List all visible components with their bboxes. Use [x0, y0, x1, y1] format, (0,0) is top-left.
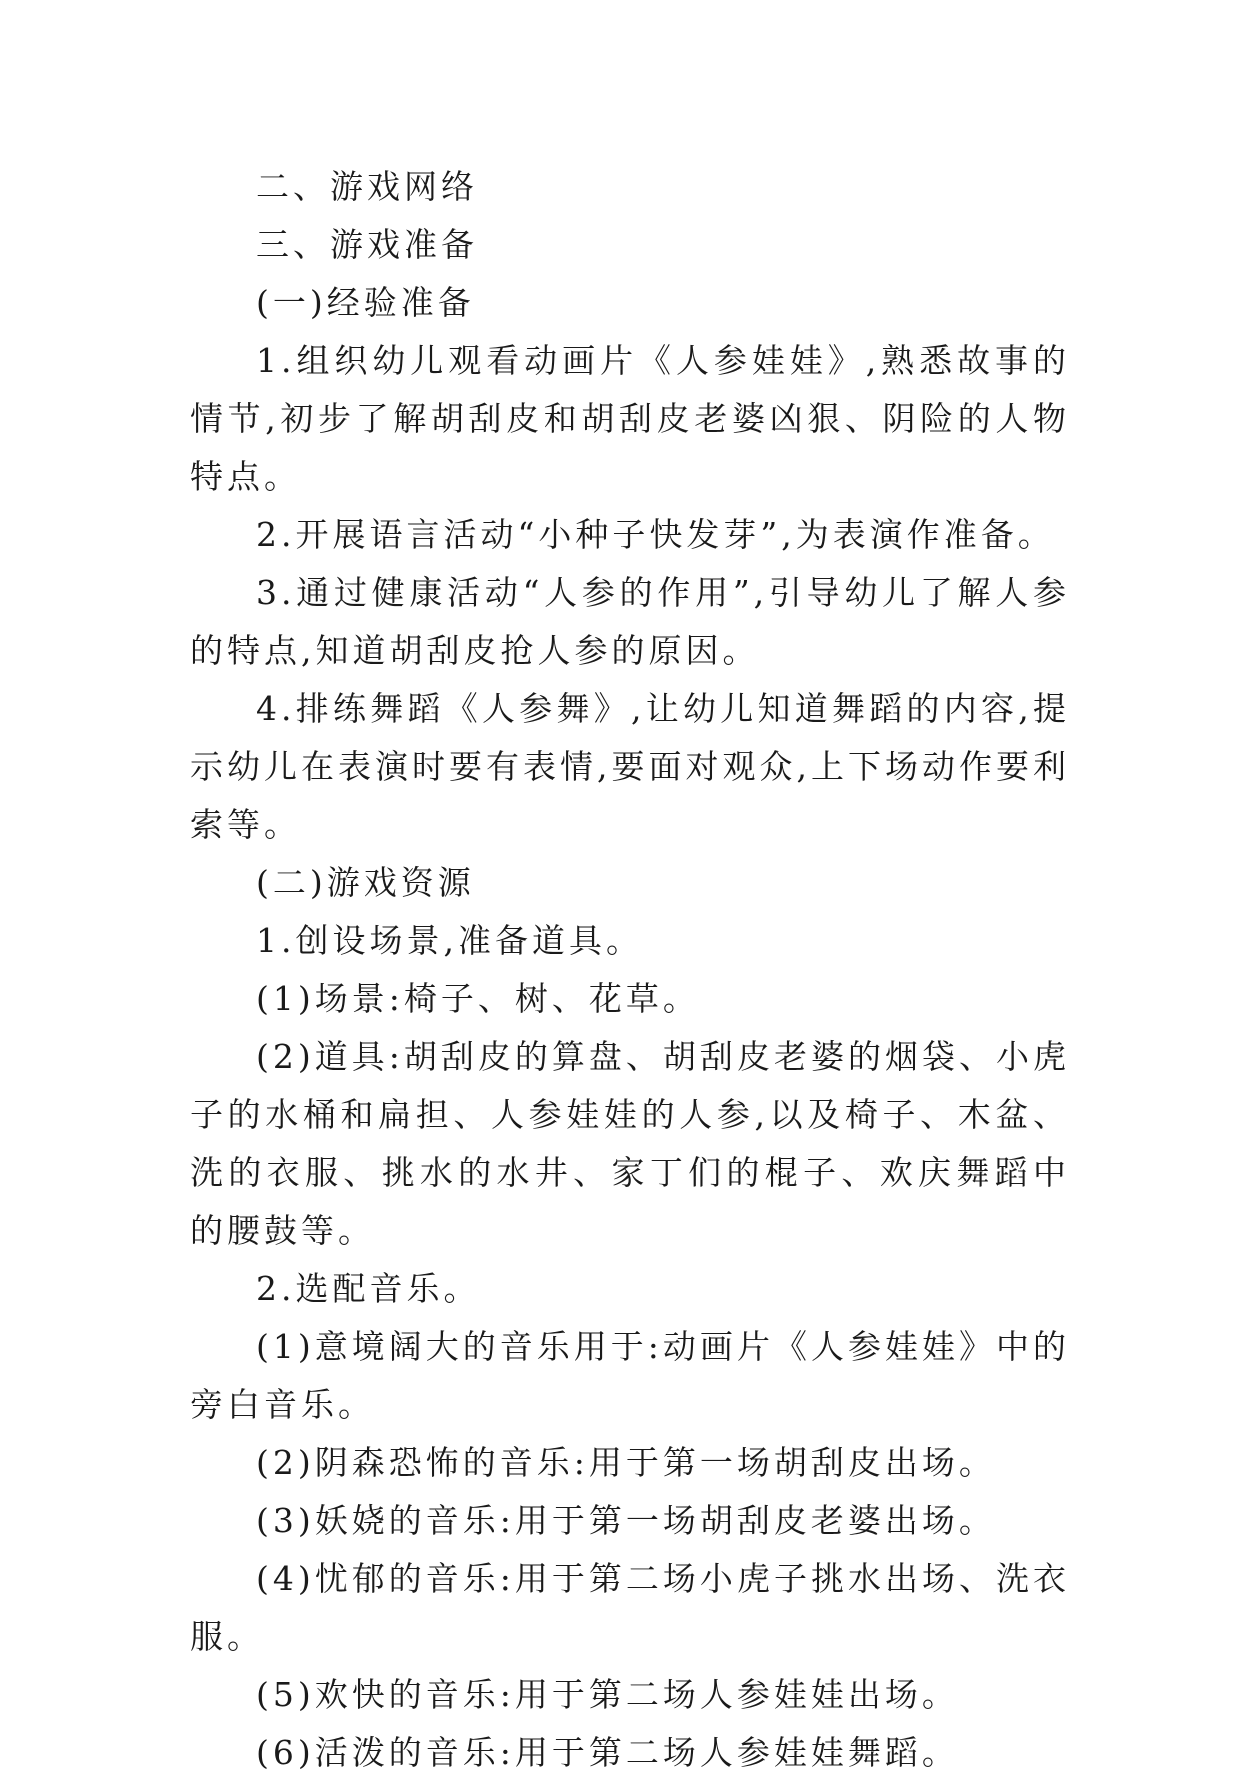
paragraph-item-1: 1.组织幼儿观看动画片《人参娃娃》,熟悉故事的情节,初步了解胡刮皮和胡刮皮老婆凶狠、阴险的人物特点。	[190, 341, 1070, 496]
paragraph-item-3: 3.通过健康活动“人参的作用”,引导幼儿了解人参的特点,知道胡刮皮抢人参的原因。	[190, 573, 1070, 670]
paragraph-resource-2: 2.选配音乐。	[256, 1269, 481, 1308]
paragraph-music-3: (3)妖娆的音乐:用于第一场胡刮皮老婆出场。	[256, 1501, 996, 1540]
paragraph-music-2: (2)阴森恐怖的音乐:用于第一场胡刮皮出场。	[256, 1443, 996, 1482]
paragraph-item-2: 2.开展语言活动“小种子快发芽”,为表演作准备。	[256, 515, 1055, 554]
paragraph-music-1: (1)意境阔大的音乐用于:动画片《人参娃娃》中的旁白音乐。	[190, 1327, 1070, 1424]
paragraph-music-6: (6)活泼的音乐:用于第二场人参娃娃舞蹈。	[256, 1733, 959, 1772]
paragraph-resource-1: 1.创设场景,准备道具。	[256, 921, 643, 960]
paragraph-props: (2)道具:胡刮皮的算盘、胡刮皮老婆的烟袋、小虎子的水桶和扁担、人参娃娃的人参,以及椅子、木盆、洗的衣服、挑水的水井、家丁们的棍子、欢庆舞蹈中的腰鼓等。	[190, 1037, 1070, 1250]
subheading-experience-preparation: (一)经验准备	[256, 283, 475, 322]
subheading-game-resources: (二)游戏资源	[256, 863, 475, 902]
heading-game-preparation: 三、游戏准备	[256, 225, 478, 264]
document-body	[190, 158, 1070, 1782]
paragraph-item-4: 4.排练舞蹈《人参舞》,让幼儿知道舞蹈的内容,提示幼儿在表演时要有表情,要面对观众,上下场动作要利索等。	[190, 689, 1070, 844]
paragraph-music-5: (5)欢快的音乐:用于第二场人参娃娃出场。	[256, 1675, 959, 1714]
heading-game-network: 二、游戏网络	[256, 167, 478, 206]
paragraph-scene: (1)场景:椅子、树、花草。	[256, 979, 700, 1018]
paragraph-music-4: (4)忧郁的音乐:用于第二场小虎子挑水出场、洗衣服。	[190, 1559, 1070, 1656]
